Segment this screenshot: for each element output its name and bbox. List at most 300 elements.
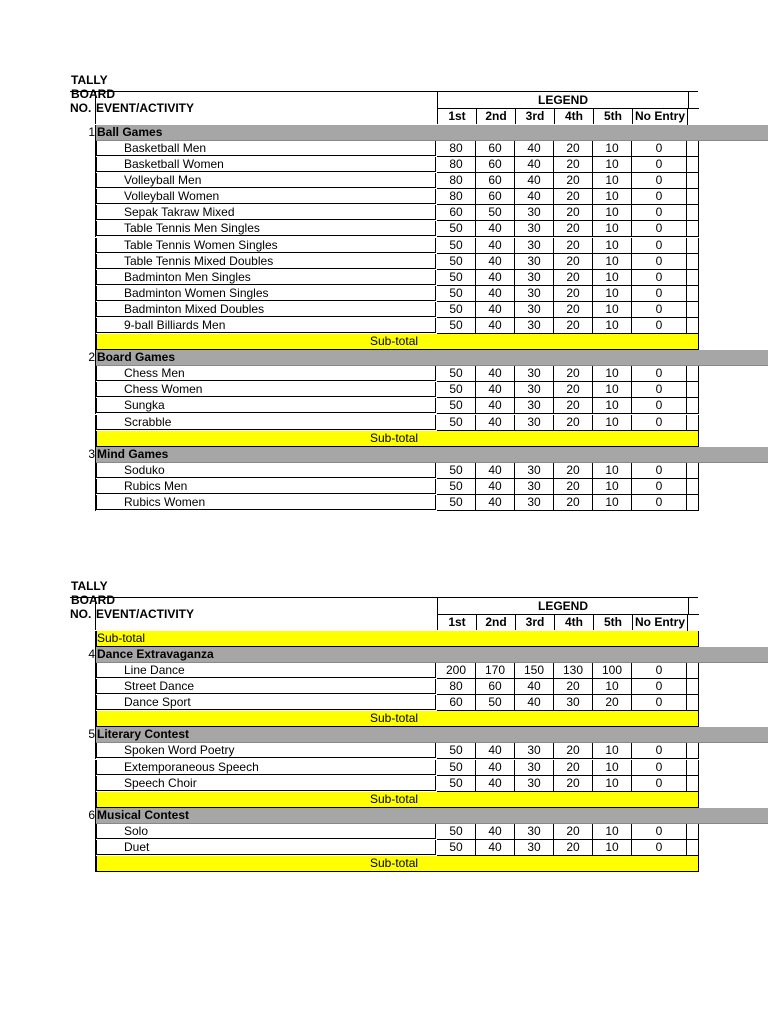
points-cell: 50 xyxy=(437,479,476,495)
points-cell: 20 xyxy=(554,463,593,479)
row-number-cell xyxy=(70,695,96,711)
row-number-cell xyxy=(70,286,96,302)
event-name: Line Dance xyxy=(96,663,436,678)
category-name: Literary Contest xyxy=(97,727,190,742)
subtotal-label: Sub-total xyxy=(97,631,146,645)
row-number-cell xyxy=(70,189,96,205)
event-name: Table Tennis Men Singles xyxy=(96,221,436,236)
event-row xyxy=(70,415,698,431)
tail-cell xyxy=(687,157,699,173)
row-number-cell xyxy=(70,679,96,695)
tail-cell xyxy=(687,743,699,759)
points-cell: 0 xyxy=(632,141,687,157)
points-cell: 20 xyxy=(554,238,593,254)
points-cell: 40 xyxy=(476,398,515,414)
points-cell: 50 xyxy=(437,286,476,302)
col-5th: 5th xyxy=(593,615,632,630)
points-cell: 10 xyxy=(593,173,632,189)
col-5th: 5th xyxy=(593,109,632,124)
event-row xyxy=(70,286,698,302)
row-number-cell xyxy=(70,463,96,479)
points-cell: 20 xyxy=(554,366,593,382)
points-cell: 0 xyxy=(632,776,687,792)
points-cell: 0 xyxy=(632,398,687,414)
col-2nd: 2nd xyxy=(476,615,515,630)
category-band xyxy=(96,808,768,824)
event-name: Scrabble xyxy=(96,415,436,430)
points-cell: 0 xyxy=(632,205,687,221)
points-cell: 150 xyxy=(515,663,554,679)
category-row xyxy=(70,647,698,663)
points-cell: 40 xyxy=(476,824,515,840)
points-cell: 40 xyxy=(476,760,515,776)
points-cell: 50 xyxy=(437,366,476,382)
board-title: TALLY BOARD xyxy=(71,579,115,607)
points-cell: 10 xyxy=(593,270,632,286)
event-name: Street Dance xyxy=(96,679,436,694)
points-cell: 50 xyxy=(437,221,476,237)
points-cell: 60 xyxy=(476,173,515,189)
board-title: TALLY BOARD xyxy=(71,73,115,101)
event-name: Soduko xyxy=(96,463,436,478)
points-cell: 0 xyxy=(632,382,687,398)
event-row xyxy=(70,318,698,334)
points-cell: 40 xyxy=(476,776,515,792)
row-number-cell xyxy=(70,221,96,237)
category-number: 1 xyxy=(70,125,96,141)
header-tail-cell xyxy=(687,614,699,632)
category-name: Ball Games xyxy=(97,125,163,139)
points-cell: 0 xyxy=(632,173,687,189)
tail-cell xyxy=(687,663,699,679)
header-columns xyxy=(437,614,688,632)
tail-cell xyxy=(687,495,699,511)
points-cell: 20 xyxy=(554,479,593,495)
event-name: Badminton Women Singles xyxy=(96,286,436,301)
points-cell: 40 xyxy=(515,189,554,205)
event-name: Basketball Women xyxy=(96,157,436,172)
category-number: 5 xyxy=(70,727,96,743)
row-number-cell xyxy=(70,792,96,808)
points-cell: 130 xyxy=(554,663,593,679)
points-cell: 50 xyxy=(437,270,476,286)
category-name: Board Games xyxy=(97,350,176,365)
points-cell: 20 xyxy=(554,679,593,695)
row-number-cell xyxy=(70,776,96,792)
event-name: Solo xyxy=(96,824,436,839)
row-number-cell xyxy=(70,157,96,173)
points-cell: 0 xyxy=(632,760,687,776)
points-cell: 50 xyxy=(437,776,476,792)
category-name: Mind Games xyxy=(97,446,169,461)
points-cell: 0 xyxy=(632,679,687,695)
event-name: Volleyball Men xyxy=(96,173,436,188)
header-no: NO. xyxy=(70,598,96,630)
tail-cell xyxy=(687,382,699,398)
points-cell: 0 xyxy=(632,221,687,237)
points-cell: 0 xyxy=(632,318,687,334)
col-no-entry: No Entry xyxy=(632,615,688,630)
subtotal-row xyxy=(70,631,698,647)
points-cell: 40 xyxy=(476,221,515,237)
points-cell: 0 xyxy=(632,479,687,495)
points-cell: 0 xyxy=(632,495,687,511)
subtotal-row xyxy=(70,711,698,727)
points-cell: 10 xyxy=(593,366,632,382)
points-cell: 30 xyxy=(515,495,554,511)
points-cell: 10 xyxy=(593,840,632,856)
points-cell: 10 xyxy=(593,495,632,511)
table-body xyxy=(70,125,698,511)
points-cell: 30 xyxy=(554,695,593,711)
tail-cell xyxy=(687,238,699,254)
row-number-cell xyxy=(70,431,96,447)
points-cell: 50 xyxy=(437,398,476,414)
header-event: EVENT/ACTIVITY xyxy=(96,101,195,115)
points-cell: 30 xyxy=(515,270,554,286)
points-cell: 0 xyxy=(632,157,687,173)
row-number-cell xyxy=(70,840,96,856)
points-cell: 10 xyxy=(593,824,632,840)
points-cell: 0 xyxy=(632,463,687,479)
tail-cell xyxy=(687,254,699,270)
tail-cell xyxy=(687,141,699,157)
points-cell: 40 xyxy=(476,286,515,302)
points-cell: 0 xyxy=(632,840,687,856)
points-cell: 30 xyxy=(515,840,554,856)
points-cell: 20 xyxy=(554,495,593,511)
event-name: Dance Sport xyxy=(96,695,436,710)
points-cell: 20 xyxy=(554,382,593,398)
points-cell: 40 xyxy=(476,366,515,382)
points-cell: 30 xyxy=(515,254,554,270)
points-cell: 50 xyxy=(476,695,515,711)
points-cell: 50 xyxy=(437,495,476,511)
event-name: Sepak Takraw Mixed xyxy=(96,205,436,220)
points-cell: 10 xyxy=(593,318,632,334)
event-row xyxy=(70,776,698,792)
row-number-cell xyxy=(70,254,96,270)
points-cell: 0 xyxy=(632,286,687,302)
points-cell: 0 xyxy=(632,254,687,270)
event-name: Badminton Mixed Doubles xyxy=(96,302,436,317)
points-cell: 40 xyxy=(476,318,515,334)
points-cell: 20 xyxy=(593,695,632,711)
category-number: 4 xyxy=(70,647,96,663)
header-legend: LEGEND xyxy=(437,598,689,614)
points-cell: 30 xyxy=(515,776,554,792)
event-name: Badminton Men Singles xyxy=(96,270,436,285)
event-row xyxy=(70,205,698,221)
tail-cell xyxy=(687,463,699,479)
points-cell: 50 xyxy=(437,415,476,431)
points-cell: 50 xyxy=(437,382,476,398)
tail-cell xyxy=(687,173,699,189)
points-cell: 20 xyxy=(554,760,593,776)
event-row xyxy=(70,366,698,382)
points-cell: 10 xyxy=(593,302,632,318)
points-cell: 50 xyxy=(437,840,476,856)
row-number-cell xyxy=(70,711,96,727)
points-cell: 80 xyxy=(437,141,476,157)
points-cell: 80 xyxy=(437,173,476,189)
points-cell: 0 xyxy=(632,743,687,759)
points-cell: 40 xyxy=(515,695,554,711)
event-row xyxy=(70,679,698,695)
event-row xyxy=(70,382,698,398)
table-header xyxy=(70,598,698,631)
event-name: 9-ball Billiards Men xyxy=(96,318,436,333)
points-cell: 0 xyxy=(632,302,687,318)
category-band xyxy=(96,447,768,463)
event-row xyxy=(70,695,698,711)
event-row xyxy=(70,479,698,495)
points-cell: 10 xyxy=(593,221,632,237)
subtotal-row xyxy=(70,334,698,350)
points-cell: 40 xyxy=(476,479,515,495)
points-cell: 40 xyxy=(476,463,515,479)
points-cell: 20 xyxy=(554,776,593,792)
header-tail-cell xyxy=(687,108,699,126)
category-band xyxy=(96,125,768,141)
row-number-cell xyxy=(70,760,96,776)
points-cell: 60 xyxy=(476,679,515,695)
points-cell: 20 xyxy=(554,318,593,334)
points-cell: 20 xyxy=(554,824,593,840)
tail-cell xyxy=(687,679,699,695)
points-cell: 50 xyxy=(476,205,515,221)
tail-cell xyxy=(687,205,699,221)
tail-cell xyxy=(687,760,699,776)
category-band xyxy=(96,727,768,743)
points-cell: 0 xyxy=(632,270,687,286)
points-cell: 30 xyxy=(515,205,554,221)
row-number-cell xyxy=(70,495,96,511)
event-name: Rubics Women xyxy=(96,495,436,510)
event-name: Spoken Word Poetry xyxy=(96,743,436,758)
points-cell: 50 xyxy=(437,318,476,334)
points-cell: 10 xyxy=(593,157,632,173)
points-cell: 50 xyxy=(437,302,476,318)
points-cell: 40 xyxy=(515,173,554,189)
points-cell: 20 xyxy=(554,189,593,205)
points-cell: 40 xyxy=(476,238,515,254)
row-number-cell xyxy=(70,415,96,431)
points-cell: 10 xyxy=(593,679,632,695)
event-row xyxy=(70,463,698,479)
tally-table xyxy=(70,597,698,872)
points-cell: 50 xyxy=(437,463,476,479)
subtotal-row xyxy=(70,431,698,447)
category-row xyxy=(70,727,698,743)
event-row xyxy=(70,495,698,511)
points-cell: 0 xyxy=(632,415,687,431)
row-number-cell xyxy=(70,238,96,254)
points-cell: 60 xyxy=(476,189,515,205)
points-cell: 30 xyxy=(515,743,554,759)
tail-cell xyxy=(687,189,699,205)
row-number-cell xyxy=(70,856,96,872)
points-cell: 40 xyxy=(476,382,515,398)
points-cell: 40 xyxy=(476,270,515,286)
points-cell: 30 xyxy=(515,382,554,398)
event-row xyxy=(70,663,698,679)
points-cell: 10 xyxy=(593,238,632,254)
points-cell: 40 xyxy=(515,679,554,695)
points-cell: 10 xyxy=(593,286,632,302)
subtotal-row xyxy=(70,792,698,808)
points-cell: 50 xyxy=(437,254,476,270)
category-row xyxy=(70,125,698,141)
points-cell: 20 xyxy=(554,221,593,237)
points-cell: 30 xyxy=(515,398,554,414)
points-cell: 0 xyxy=(632,695,687,711)
event-row xyxy=(70,173,698,189)
points-cell: 20 xyxy=(554,157,593,173)
row-number-cell xyxy=(70,743,96,759)
points-cell: 20 xyxy=(554,398,593,414)
event-row xyxy=(70,157,698,173)
row-number-cell xyxy=(70,382,96,398)
tail-cell xyxy=(687,840,699,856)
points-cell: 10 xyxy=(593,189,632,205)
points-cell: 30 xyxy=(515,318,554,334)
points-cell: 10 xyxy=(593,398,632,414)
points-cell: 20 xyxy=(554,270,593,286)
points-cell: 40 xyxy=(476,743,515,759)
points-cell: 30 xyxy=(515,824,554,840)
subtotal-band xyxy=(96,631,699,647)
points-cell: 40 xyxy=(515,141,554,157)
subtotal-label: Sub-total xyxy=(370,856,419,871)
event-row xyxy=(70,398,698,414)
subtotal-label: Sub-total xyxy=(370,430,419,445)
col-no-entry: No Entry xyxy=(632,109,688,124)
points-cell: 50 xyxy=(437,238,476,254)
tail-cell xyxy=(687,318,699,334)
event-row xyxy=(70,254,698,270)
subtotal-label: Sub-total xyxy=(370,711,419,726)
category-number: 3 xyxy=(70,447,96,463)
points-cell: 80 xyxy=(437,679,476,695)
header-legend: LEGEND xyxy=(437,92,689,108)
event-row xyxy=(70,760,698,776)
points-cell: 40 xyxy=(476,840,515,856)
event-name: Chess Women xyxy=(96,382,436,397)
subtotal-label: Sub-total xyxy=(370,334,419,349)
points-cell: 50 xyxy=(437,743,476,759)
points-cell: 10 xyxy=(593,743,632,759)
tail-cell xyxy=(687,479,699,495)
event-row xyxy=(70,189,698,205)
points-cell: 200 xyxy=(437,663,476,679)
row-number-cell xyxy=(70,302,96,318)
points-cell: 10 xyxy=(593,205,632,221)
tail-cell xyxy=(687,824,699,840)
row-number-cell xyxy=(70,398,96,414)
points-cell: 20 xyxy=(554,840,593,856)
points-cell: 170 xyxy=(476,663,515,679)
points-cell: 0 xyxy=(632,238,687,254)
points-cell: 50 xyxy=(437,824,476,840)
col-4th: 4th xyxy=(554,109,593,124)
row-number-cell xyxy=(70,366,96,382)
event-row xyxy=(70,840,698,856)
points-cell: 10 xyxy=(593,415,632,431)
points-cell: 20 xyxy=(554,173,593,189)
points-cell: 30 xyxy=(515,221,554,237)
table-body xyxy=(70,631,698,872)
event-row xyxy=(70,302,698,318)
category-row xyxy=(70,808,698,824)
row-number-cell xyxy=(70,479,96,495)
points-cell: 30 xyxy=(515,366,554,382)
event-name: Table Tennis Mixed Doubles xyxy=(96,254,436,269)
points-cell: 20 xyxy=(554,743,593,759)
points-cell: 0 xyxy=(632,663,687,679)
points-cell: 80 xyxy=(437,189,476,205)
points-cell: 60 xyxy=(476,141,515,157)
points-cell: 10 xyxy=(593,254,632,270)
event-row xyxy=(70,141,698,157)
points-cell: 100 xyxy=(593,663,632,679)
col-4th: 4th xyxy=(554,615,593,630)
tail-cell xyxy=(687,221,699,237)
points-cell: 10 xyxy=(593,382,632,398)
col-1st: 1st xyxy=(437,615,476,630)
tail-cell xyxy=(687,415,699,431)
points-cell: 20 xyxy=(554,286,593,302)
points-cell: 40 xyxy=(476,415,515,431)
event-name: Extemporaneous Speech xyxy=(96,760,436,775)
event-row xyxy=(70,238,698,254)
points-cell: 10 xyxy=(593,760,632,776)
category-row xyxy=(70,350,698,366)
points-cell: 10 xyxy=(593,479,632,495)
points-cell: 30 xyxy=(515,302,554,318)
points-cell: 20 xyxy=(554,415,593,431)
tail-cell xyxy=(687,270,699,286)
col-1st: 1st xyxy=(437,109,476,124)
points-cell: 30 xyxy=(515,415,554,431)
points-cell: 50 xyxy=(437,760,476,776)
tail-cell xyxy=(687,366,699,382)
row-number-cell xyxy=(70,141,96,157)
row-number-cell xyxy=(70,334,96,350)
points-cell: 10 xyxy=(593,776,632,792)
points-cell: 20 xyxy=(554,302,593,318)
col-2nd: 2nd xyxy=(476,109,515,124)
points-cell: 40 xyxy=(476,302,515,318)
row-number-cell xyxy=(70,173,96,189)
category-name: Musical Contest xyxy=(97,807,190,822)
points-cell: 40 xyxy=(476,254,515,270)
points-cell: 40 xyxy=(476,495,515,511)
points-cell: 20 xyxy=(554,254,593,270)
category-number: 6 xyxy=(70,808,96,824)
row-number-cell xyxy=(70,631,96,647)
event-name: Volleyball Women xyxy=(96,189,436,204)
event-name: Table Tennis Women Singles xyxy=(96,238,436,253)
row-number-cell xyxy=(70,205,96,221)
table-header xyxy=(70,92,698,125)
col-3rd: 3rd xyxy=(515,615,554,630)
points-cell: 30 xyxy=(515,760,554,776)
row-number-cell xyxy=(70,318,96,334)
event-row xyxy=(70,743,698,759)
event-row xyxy=(70,221,698,237)
row-number-cell xyxy=(70,270,96,286)
